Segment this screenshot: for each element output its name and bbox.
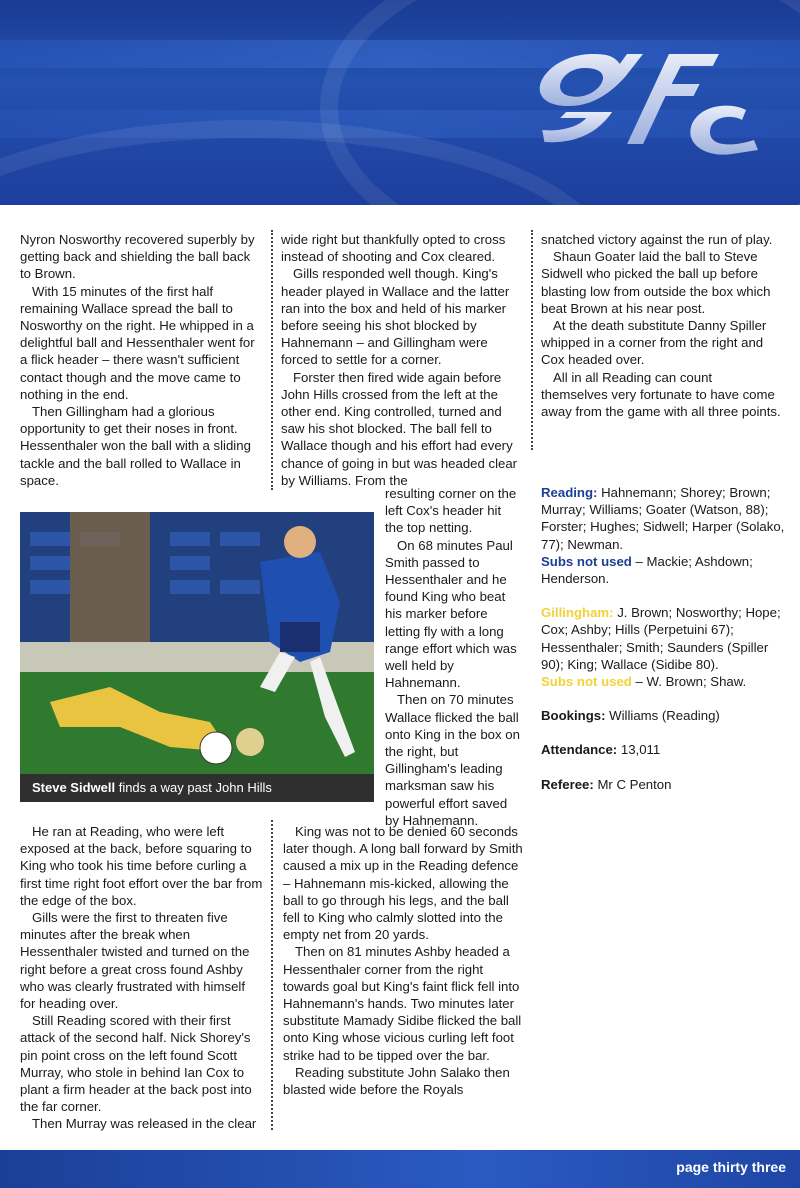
gillingham-subs-list: – W. Brown; Shaw. xyxy=(631,674,747,690)
reading-label: Reading: xyxy=(541,485,598,500)
attendance-value: 13,011 xyxy=(617,742,661,758)
paragraph: King was not to be denied 60 seconds later though. A long ball forward by Smith caused a mix up in the Reading defence – Hahnemann mis-kicked, allowing the ball to go through his legs, and the ball fell to King who calmly slotted into the empty net from 20 yards. xyxy=(283,824,523,943)
gillingham-subs xyxy=(541,673,785,690)
attendance-label: Attendance: xyxy=(541,742,618,758)
gfc-logo xyxy=(496,14,786,194)
paragraph: Then Murray was released in the clear xyxy=(32,1116,257,1132)
photo-caption xyxy=(20,774,374,802)
attendance xyxy=(541,741,785,758)
paragraph: Shaun Goater laid the ball to Steve Sidwell who picked the ball up before blasting low from outside the box which beat Brown at his near post. xyxy=(541,249,771,316)
paragraph: Gills were the first to threaten five minutes after the break when Hessenthaler twisted and turned on the right before a great cross found Ashby who was clearly frustrated with himself for heading over. xyxy=(20,910,250,1012)
paragraph: Then on 81 minutes Ashby headed a Hessenthaler corner from the right towards goal but King's faint flick fell into Hahnemann's hands. Two minutes later substitute Mamady Sidibe flicked the ball onto King whose vicious curling left foot strike had to be tipped over the bar. xyxy=(283,944,522,1063)
match-photo xyxy=(20,512,374,802)
paragraph: At the death substitute Danny Spiller whipped in a corner from the right and Cox headed over. xyxy=(541,318,767,368)
bookings xyxy=(541,707,785,724)
column-divider xyxy=(271,820,273,1130)
referee-label: Referee: xyxy=(541,776,594,792)
gillingham-lineup xyxy=(541,604,785,673)
column-2-middle xyxy=(385,485,521,829)
page-number: page thirty three xyxy=(676,1159,786,1175)
caption-text: finds a way past John Hills xyxy=(115,780,272,795)
bookings-label: Bookings: xyxy=(541,708,606,724)
footer-bar xyxy=(0,1150,800,1188)
header-banner xyxy=(0,0,800,205)
paragraph: Then Gillingham had a glorious opportunity to get their noses in front. Hessenthaler won the ball with a sliding tackle and the ball rolled to Wallace in space. xyxy=(20,404,251,488)
caption-name: Steve Sidwell xyxy=(32,780,116,795)
paragraph: wide right but thankfully opted to cross instead of shooting and Cox cleared. xyxy=(281,232,506,265)
reading-subs-label: Subs not used xyxy=(541,553,632,569)
paragraph: On 68 minutes Paul Smith passed to Hessenthaler and he found King who beat his marker before letting fly with a long range effort which was well held by Hahnemann. xyxy=(385,537,517,691)
paragraph: Then on 70 minutes Wallace flicked the ball onto King in the box on the right, but Gillingham's leading marksman saw his powerful effort saved by Hahnemann. xyxy=(385,692,520,828)
referee-value: Mr C Penton xyxy=(593,776,672,792)
reading-subs xyxy=(541,553,785,587)
column-1-top xyxy=(20,231,260,489)
gillingham-label: Gillingham: xyxy=(541,605,614,621)
paragraph: snatched victory against the run of play. xyxy=(541,232,773,247)
column-2-bottom xyxy=(283,823,523,1098)
reading-lineup xyxy=(541,484,785,553)
paragraph: All in all Reading can count themselves very fortunate to have come away from the game with all three points. xyxy=(541,369,781,420)
paragraph: Gills responded well though. King's header played in Wallace and the latter ran into the box and held of his marker before seeing his shot blocked by Hahnemann – and Gillingham were forced to settle for a corner. xyxy=(281,266,510,368)
column-2-top xyxy=(281,231,521,489)
paragraph: resulting corner on the left Cox's header hit the top netting. xyxy=(385,486,517,536)
paragraph: With 15 minutes of the first half remaining Wallace spread the ball to Nosworthy on the right. He whipped in a delightful ball and Hessenthaler went for a flick header – there wasn't sufficient contact though and the move came to nothing in the end. xyxy=(20,283,255,402)
gillingham-players: J. Brown; Nosworthy; Hope; Cox; Ashby; Hills (Perpetuini 67); Hessenthaler; Smith; Saunders (Spiller 90); King; Wallace (Sidibe 80). xyxy=(541,605,781,672)
bookings-value: Williams (Reading) xyxy=(605,708,720,724)
photo-image xyxy=(20,512,374,802)
gillingham-subs-label: Subs not used xyxy=(541,674,632,690)
column-divider xyxy=(531,230,533,450)
column-divider xyxy=(271,230,273,490)
column-1-bottom xyxy=(20,823,264,1133)
paragraph: Still Reading scored with their first attack of the second half. Nick Shorey's pin point cross on the left found Scott Murray, who stole in behind Ian Cox to plant a firm header at the back post into the far corner. xyxy=(20,1013,252,1115)
paragraph: He ran at Reading, who were left exposed at the back, before squaring to King who took his time before curling a first time right foot effort over the bar from the edge of the box. xyxy=(20,824,263,908)
column-3 xyxy=(541,231,781,420)
reading-subs-list: – Mackie; Ashdown; Henderson. xyxy=(541,553,753,587)
referee xyxy=(541,776,785,793)
team-lineups xyxy=(541,484,785,793)
paragraph: Reading substitute John Salako then blasted wide before the Royals xyxy=(283,1064,510,1098)
paragraph: Nyron Nosworthy recovered superbly by getting back and shielding the ball back to Brown. xyxy=(20,232,255,282)
paragraph: Forster then fired wide again before John Hills crossed from the left at the other end. King controlled, turned and saw his shot blocked. The ball fell to Wallace though and his effort had every chance of going in but was headed clear by Williams. From the xyxy=(281,369,518,488)
reading-players: Hahnemann; Shorey; Brown; Murray; Williams; Goater (Watson, 88); Forster; Hughes; Sidwell; Harper (Solako, 77); Newman. xyxy=(541,485,785,552)
